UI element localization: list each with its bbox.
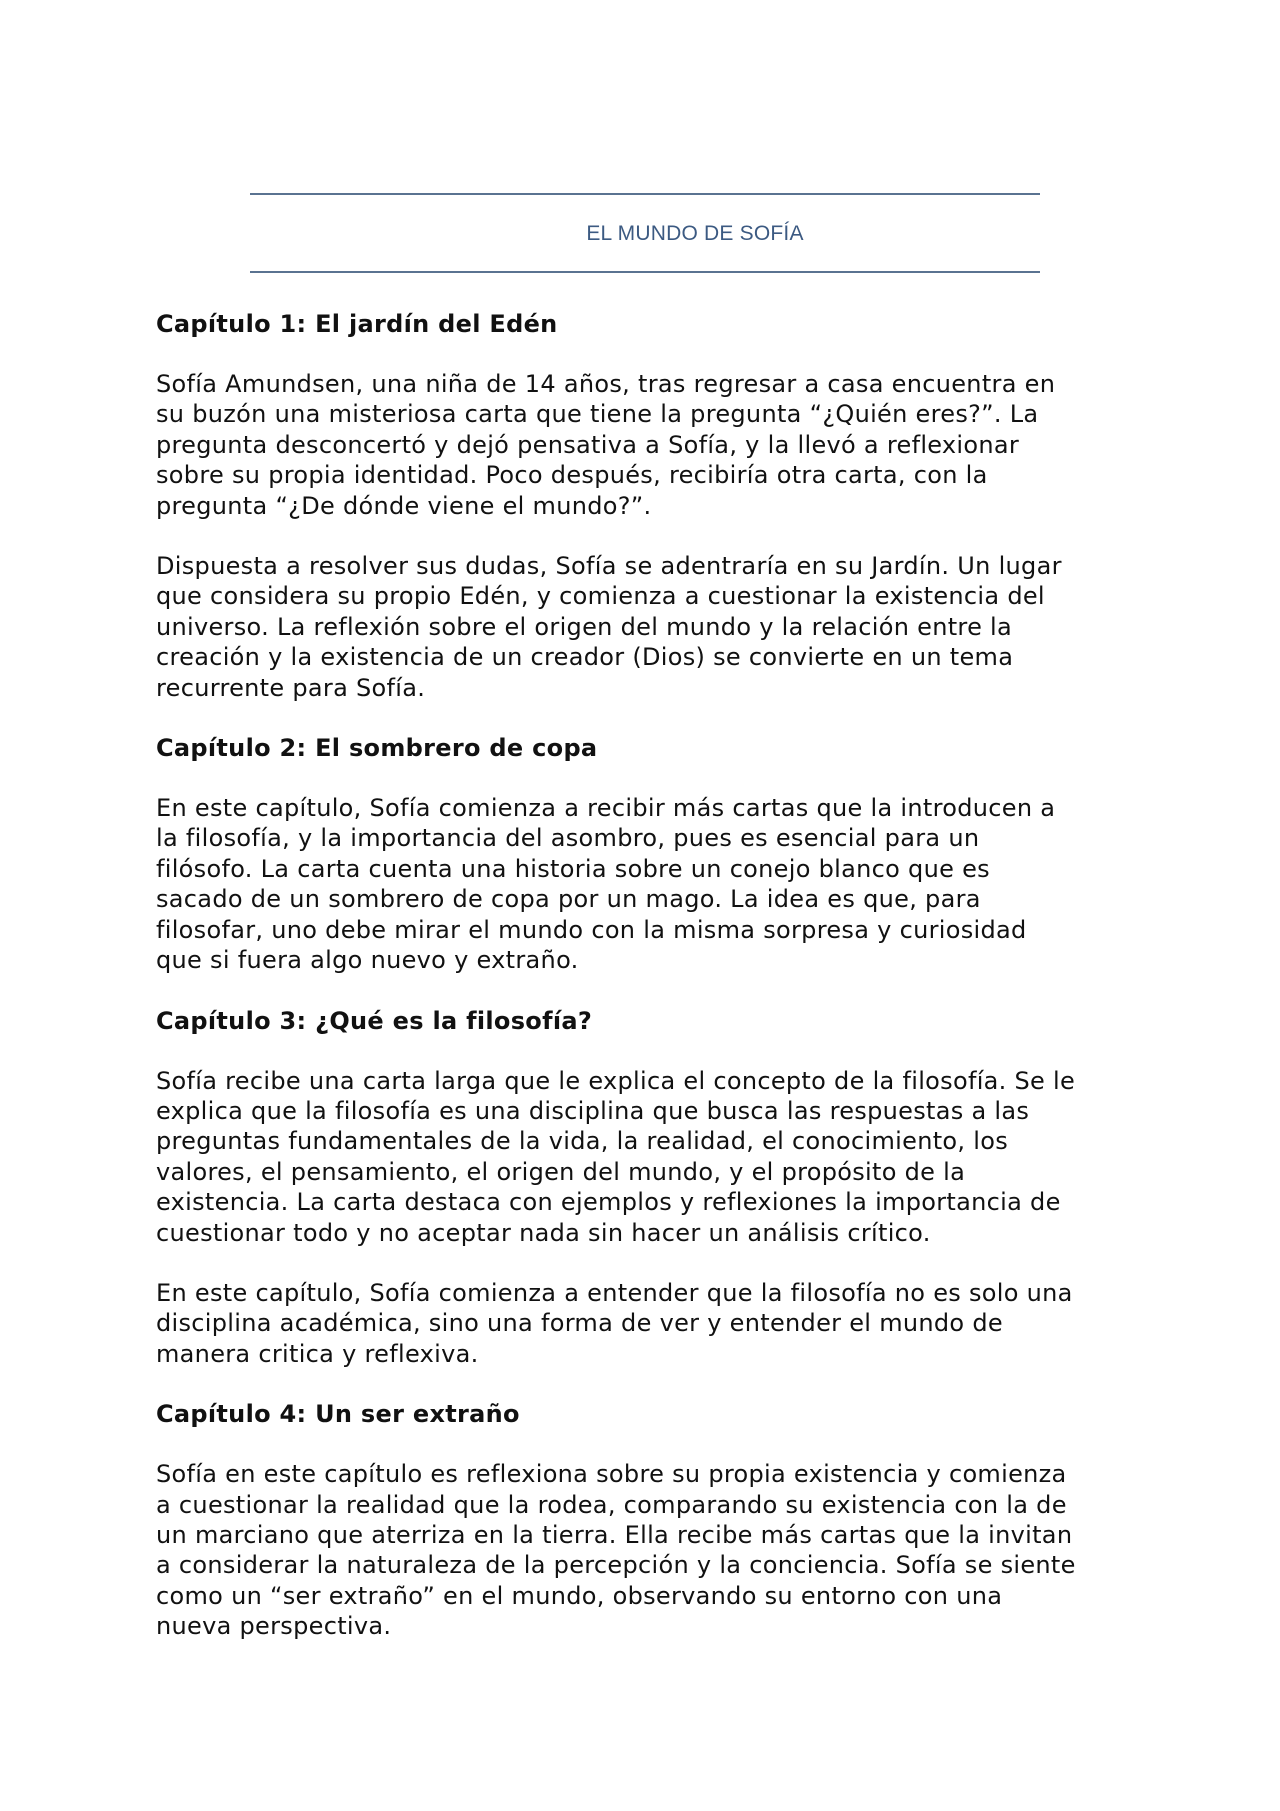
chapter-heading: Capítulo 1: El jardín del Edén	[156, 310, 558, 338]
chapter-1	[156, 309, 1136, 703]
paragraph: Sofía Amundsen, una niña de 14 años, tras regresar a casa encuentra en su buzón una misteriosa carta que tiene la pregunta “¿Quién eres?”. La pregunta desconcertó y dejó pensativa a Sofía, y la llevó a reflexionar sobre su propia identidad. Poco después, recibiría otra carta, con la pregunta “¿De dónde viene el mundo?”.	[156, 370, 1056, 520]
document-body	[156, 309, 1136, 1672]
paragraph: En este capítulo, Sofía comienza a entender que la filosofía no es solo una disciplina académica, sino una forma de ver y entender el mundo de manera critica y reflexiva.	[156, 1278, 1073, 1368]
chapter-heading: Capítulo 3: ¿Qué es la filosofía?	[156, 1006, 593, 1035]
chapter-3	[156, 1006, 1136, 1370]
chapter-2	[156, 733, 1136, 975]
paragraph: Sofía en este capítulo es reflexiona sobre su propia existencia y comienza a cuestionar la realidad que la rodea, comparando su existencia con la de un marciano que aterriza en la tierra. Ella recibe más cartas que la invitan a considerar la naturaleza de la percepción y la conciencia. Sofía se siente como un “ser extraño” en el mundo, observando su entorno con una nueva perspectiva.	[156, 1460, 1076, 1641]
paragraph: Sofía recibe una carta larga que le explica el concepto de la filosofía. Se le explica que la filosofía es una disciplina que busca las respuestas a las preguntas fundamentales de la vida, la realidad, el conocimiento, los valores, el pensamiento, el origen del mundo, y el propósito de la existencia. La carta destaca con ejemplos y reflexiones la importancia de cuestionar todo y no aceptar nada sin hacer un análisis crítico.	[156, 1066, 1076, 1247]
page-header	[250, 193, 1040, 273]
paragraph: Dispuesta a resolver sus dudas, Sofía se adentraría en su Jardín. Un lugar que considera su propio Edén, y comienza a cuestionar la existencia del universo. La reflexión sobre el origen del mundo y la relación entre la creación y la existencia de un creador (Dios) se convierte en un tema recurrente para Sofía.	[156, 552, 1062, 702]
document-title: EL MUNDO DE SOFÍA	[586, 222, 804, 245]
paragraph: En este capítulo, Sofía comienza a recibir más cartas que la introducen a la filosofía, y la importancia del asombro, pues es esencial para un filósofo. La carta cuenta una historia sobre un conejo blanco que es sacado de un sombrero de copa por un mago. La idea es que, para filosofar, uno debe mirar el mundo con la misma sorpresa y curiosidad que si fuera algo nuevo y extraño.	[156, 794, 1056, 975]
chapter-4	[156, 1399, 1136, 1641]
chapter-heading: Capítulo 4: Un ser extraño	[156, 1400, 520, 1429]
chapter-heading: Capítulo 2: El sombrero de copa	[156, 734, 598, 763]
